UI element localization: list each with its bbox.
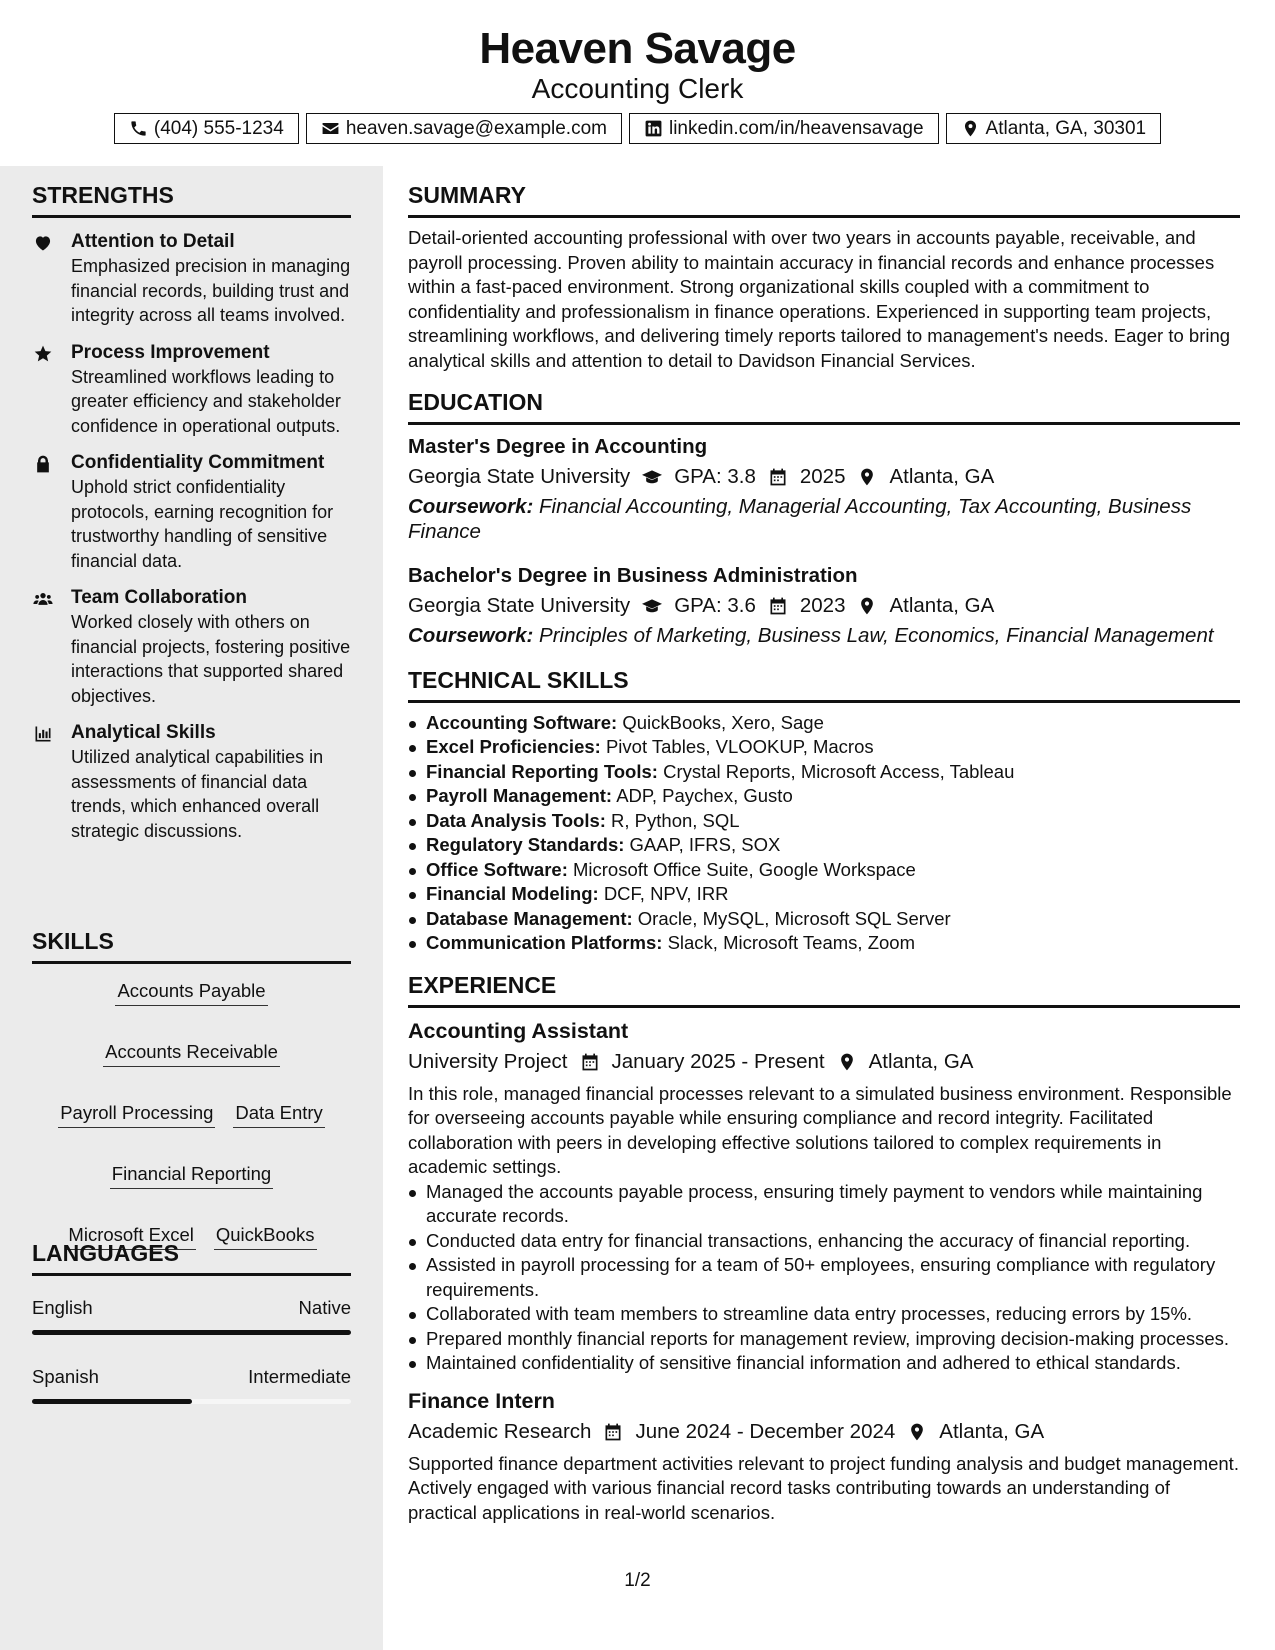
calendar-icon (768, 467, 788, 487)
job-dates: June 2024 - December 2024 (635, 1419, 896, 1443)
resume-header (0, 0, 1275, 166)
job-meta (408, 1046, 1240, 1078)
contact-linkedin[interactable] (629, 113, 939, 144)
job-org: University Project (408, 1049, 568, 1073)
skill-tag: QuickBooks (214, 1223, 317, 1250)
contact-location (946, 113, 1162, 144)
envelope-icon (321, 119, 340, 138)
list-item: Collaborated with team members to streamline data entry processes, reducing errors by 15%. (408, 1302, 1240, 1327)
education-meta (408, 590, 1240, 622)
education-entry (408, 562, 1240, 649)
job-meta (408, 1416, 1240, 1448)
job-location: Atlanta, GA (939, 1419, 1045, 1443)
users-icon (33, 589, 53, 609)
skill-values: Slack, Microsoft Teams, Zoom (667, 932, 915, 953)
job-title: Accounting Clerk (531, 73, 744, 104)
job-entry (408, 1016, 1240, 1376)
education-section (408, 387, 1240, 649)
language-level: Native (298, 1297, 351, 1318)
strengths-section (32, 180, 351, 843)
job-description: Supported finance department activities relevant to project funding analysis and budget management. Actively engaged with various financial record tasks contributing towards an understanding of practical applications in real-world scenarios. (408, 1452, 1239, 1523)
job-location: Atlanta, GA (868, 1049, 974, 1073)
technical-skills-title: TECHNICAL SKILLS (408, 665, 1240, 703)
strength-title: Analytical Skills (71, 722, 216, 743)
contact-phone[interactable] (114, 113, 299, 144)
skill-values: Pivot Tables, VLOOKUP, Macros (605, 736, 874, 757)
degree-title: Bachelor's Degree in Business Administration (408, 564, 858, 587)
degree-title: Master's Degree in Accounting (408, 435, 708, 458)
list-item (408, 858, 1240, 883)
strength-item (32, 341, 351, 439)
school-name: Georgia State University (408, 465, 631, 488)
main-content (408, 180, 1240, 1525)
strength-title: Process Improvement (71, 341, 270, 363)
coursework-label: Coursework: (408, 624, 534, 647)
education-meta (408, 461, 1240, 493)
strength-item (32, 586, 351, 708)
skill-tag: Accounts Receivable (103, 1040, 280, 1067)
skill-category: Accounting Software: (426, 711, 618, 733)
languages-section (32, 1238, 351, 1404)
language-proficiency-fill (32, 1330, 351, 1335)
contact-linkedin-text: linkedin.com/in/heavensavage (668, 117, 924, 139)
skill-values: ADP, Paychex, Gusto (616, 785, 793, 806)
job-role: Accounting Assistant (408, 1018, 629, 1043)
star-icon (33, 344, 53, 364)
coursework-list: Financial Accounting, Managerial Accounting, Tax Accounting, Business Finance (408, 495, 1192, 543)
list-item (408, 735, 1240, 760)
school-name: Georgia State University (408, 594, 631, 617)
strength-desc: Worked closely with others on financial projects, fostering positive interactions that supported shared objectives. (71, 612, 351, 706)
list-item (408, 809, 1240, 834)
school-location: Atlanta, GA (889, 465, 995, 488)
strength-item (32, 230, 351, 328)
list-item: Assisted in payroll processing for a team of 50+ employees, ensuring compliance with regulatory requirements. (408, 1253, 1240, 1302)
list-item: Conducted data entry for financial transactions, enhancing the accuracy of financial reporting. (408, 1229, 1240, 1254)
strength-title: Team Collaboration (71, 587, 247, 608)
language-proficiency-bar (32, 1330, 351, 1335)
skill-tag: Financial Reporting (110, 1162, 273, 1189)
skill-values: DCF, NPV, IRR (603, 883, 729, 904)
strength-desc: Streamlined workflows leading to greater efficiency and stakeholder confidence in operational outputs. (71, 366, 341, 436)
skill-tag: Accounts Payable (115, 979, 267, 1006)
graduation-year: 2023 (799, 594, 846, 617)
skills-section (32, 926, 351, 1250)
job-dates: January 2025 - Present (611, 1049, 825, 1073)
job-description: In this role, managed financial processes relevant to a simulated business environment. Responsible for overseeing accounts payable while ensuring compliance and record integrity. Facilitated collaboration with peers in developing effective solutions tailored to complex requirements in academic settings. (408, 1082, 1232, 1177)
list-item (408, 760, 1240, 785)
skill-values: Microsoft Office Suite, Google Workspace (573, 858, 916, 880)
job-org: Academic Research (408, 1419, 592, 1443)
summary-text: Detail-oriented accounting professional with over two years in accounts payable, receivable, and payroll processing. Proven ability to maintain accuracy in financial records and enhance processes within a fast-paced environment. Strong organizational skills coupled with a commitment to confidentiality and professionalism in finance operations. Experienced in supporting team projects, streamlining workflows, and delivering timely reports tailored to management's needs. Eager to bring analytical skills and attention to detail to Davidson Financial Services. (408, 227, 1231, 371)
skill-values: Oracle, MySQL, Microsoft SQL Server (637, 907, 951, 929)
contact-phone-text: (404) 555-1234 (153, 117, 284, 139)
coursework-list: Principles of Marketing, Business Law, Economics, Financial Management (539, 624, 1214, 647)
skills-list (32, 979, 351, 1250)
map-marker-icon (857, 467, 877, 487)
coursework (408, 495, 1240, 544)
strength-item (32, 451, 351, 573)
language-name: Spanish (32, 1366, 99, 1387)
contact-bar (0, 113, 1275, 144)
skill-values: GAAP, IFRS, SOX (629, 834, 781, 855)
skill-category: Financial Reporting Tools: (426, 760, 658, 782)
candidate-name: Heaven Savage (479, 24, 796, 73)
language-proficiency-bar (32, 1399, 351, 1404)
education-entry (408, 433, 1240, 544)
list-item (408, 931, 1240, 956)
map-marker-icon (837, 1052, 857, 1072)
gpa: GPA: 3.6 (674, 594, 756, 617)
map-marker-icon (857, 596, 877, 616)
skill-values: QuickBooks, Xero, Sage (622, 711, 824, 733)
skill-category: Regulatory Standards: (426, 834, 625, 855)
language-name: English (32, 1297, 93, 1318)
calendar-icon (768, 596, 788, 616)
coursework-label: Coursework: (408, 495, 534, 518)
calendar-icon (580, 1052, 600, 1072)
page-number: 1/2 (624, 1570, 651, 1591)
contact-email-text: heaven.savage@example.com (345, 117, 607, 139)
bar-chart-icon (33, 724, 53, 744)
list-item (408, 882, 1240, 907)
education-title: EDUCATION (408, 387, 1240, 425)
phone-icon (129, 119, 148, 138)
skill-category: Excel Proficiencies: (426, 736, 601, 757)
strength-title: Attention to Detail (71, 231, 235, 252)
gpa: GPA: 3.8 (674, 465, 756, 488)
skill-category: Office Software: (426, 858, 568, 880)
list-item (408, 711, 1240, 736)
list-item (408, 907, 1240, 932)
strength-desc: Emphasized precision in managing financial records, building trust and integrity across all teams involved. (71, 256, 351, 325)
language-proficiency-fill (32, 1399, 192, 1404)
language-item (32, 1365, 351, 1404)
list-item: Maintained confidentiality of sensitive financial information and adhered to ethical standards. (408, 1351, 1240, 1376)
experience-title: EXPERIENCE (408, 970, 1240, 1008)
skill-category: Data Analysis Tools: (426, 809, 606, 831)
contact-location-text: Atlanta, GA, 30301 (985, 117, 1147, 139)
summary-section (408, 180, 1240, 373)
list-item (408, 833, 1240, 858)
calendar-icon (603, 1422, 623, 1442)
skill-tag: Payroll Processing (58, 1101, 215, 1128)
school-location: Atlanta, GA (889, 594, 995, 617)
language-item (32, 1296, 351, 1335)
list-item (408, 784, 1240, 809)
sidebar (0, 166, 383, 1650)
graduation-year: 2025 (799, 465, 846, 488)
lock-icon (33, 454, 53, 474)
strength-desc: Utilized analytical capabilities in assessments of financial data trends, which enhanced overall strategic discussions. (71, 747, 324, 841)
job-bullets (408, 1180, 1240, 1376)
skill-category: Payroll Management: (426, 785, 613, 806)
strength-item (32, 721, 351, 843)
skill-values: Crystal Reports, Microsoft Access, Tableau (663, 760, 1015, 782)
strengths-title: STRENGTHS (32, 180, 351, 218)
language-level: Intermediate (248, 1366, 351, 1387)
technical-skills-section (408, 665, 1240, 956)
linkedin-icon (644, 119, 663, 138)
contact-email[interactable] (306, 113, 622, 144)
skill-category: Database Management: (426, 907, 633, 929)
skill-values: R, Python, SQL (611, 809, 740, 831)
summary-title: SUMMARY (408, 180, 1240, 218)
skill-tag: Microsoft Excel (66, 1223, 195, 1250)
technical-skills-list (408, 711, 1240, 956)
graduation-cap-icon (642, 596, 662, 616)
skill-category: Financial Modeling: (426, 883, 599, 904)
coursework (408, 624, 1240, 649)
skill-tag: Data Entry (233, 1101, 324, 1128)
experience-section (408, 970, 1240, 1526)
strength-title: Confidentiality Commitment (71, 452, 325, 473)
job-entry (408, 1386, 1240, 1526)
strength-desc: Uphold strict confidentiality protocols, earning recognition for trustworthy handling of sensitive financial data. (71, 477, 334, 571)
list-item: Prepared monthly financial reports for management review, improving decision-making processes. (408, 1327, 1240, 1352)
skill-category: Communication Platforms: (426, 932, 663, 953)
heart-icon (33, 233, 53, 253)
map-marker-icon (961, 119, 980, 138)
skills-title: SKILLS (32, 926, 351, 964)
map-marker-icon (907, 1422, 927, 1442)
languages-title: LANGUAGES (32, 1238, 351, 1276)
job-role: Finance Intern (408, 1388, 555, 1413)
graduation-cap-icon (642, 467, 662, 487)
list-item: Managed the accounts payable process, ensuring timely payment to vendors while maintaining accurate records. (408, 1180, 1240, 1229)
